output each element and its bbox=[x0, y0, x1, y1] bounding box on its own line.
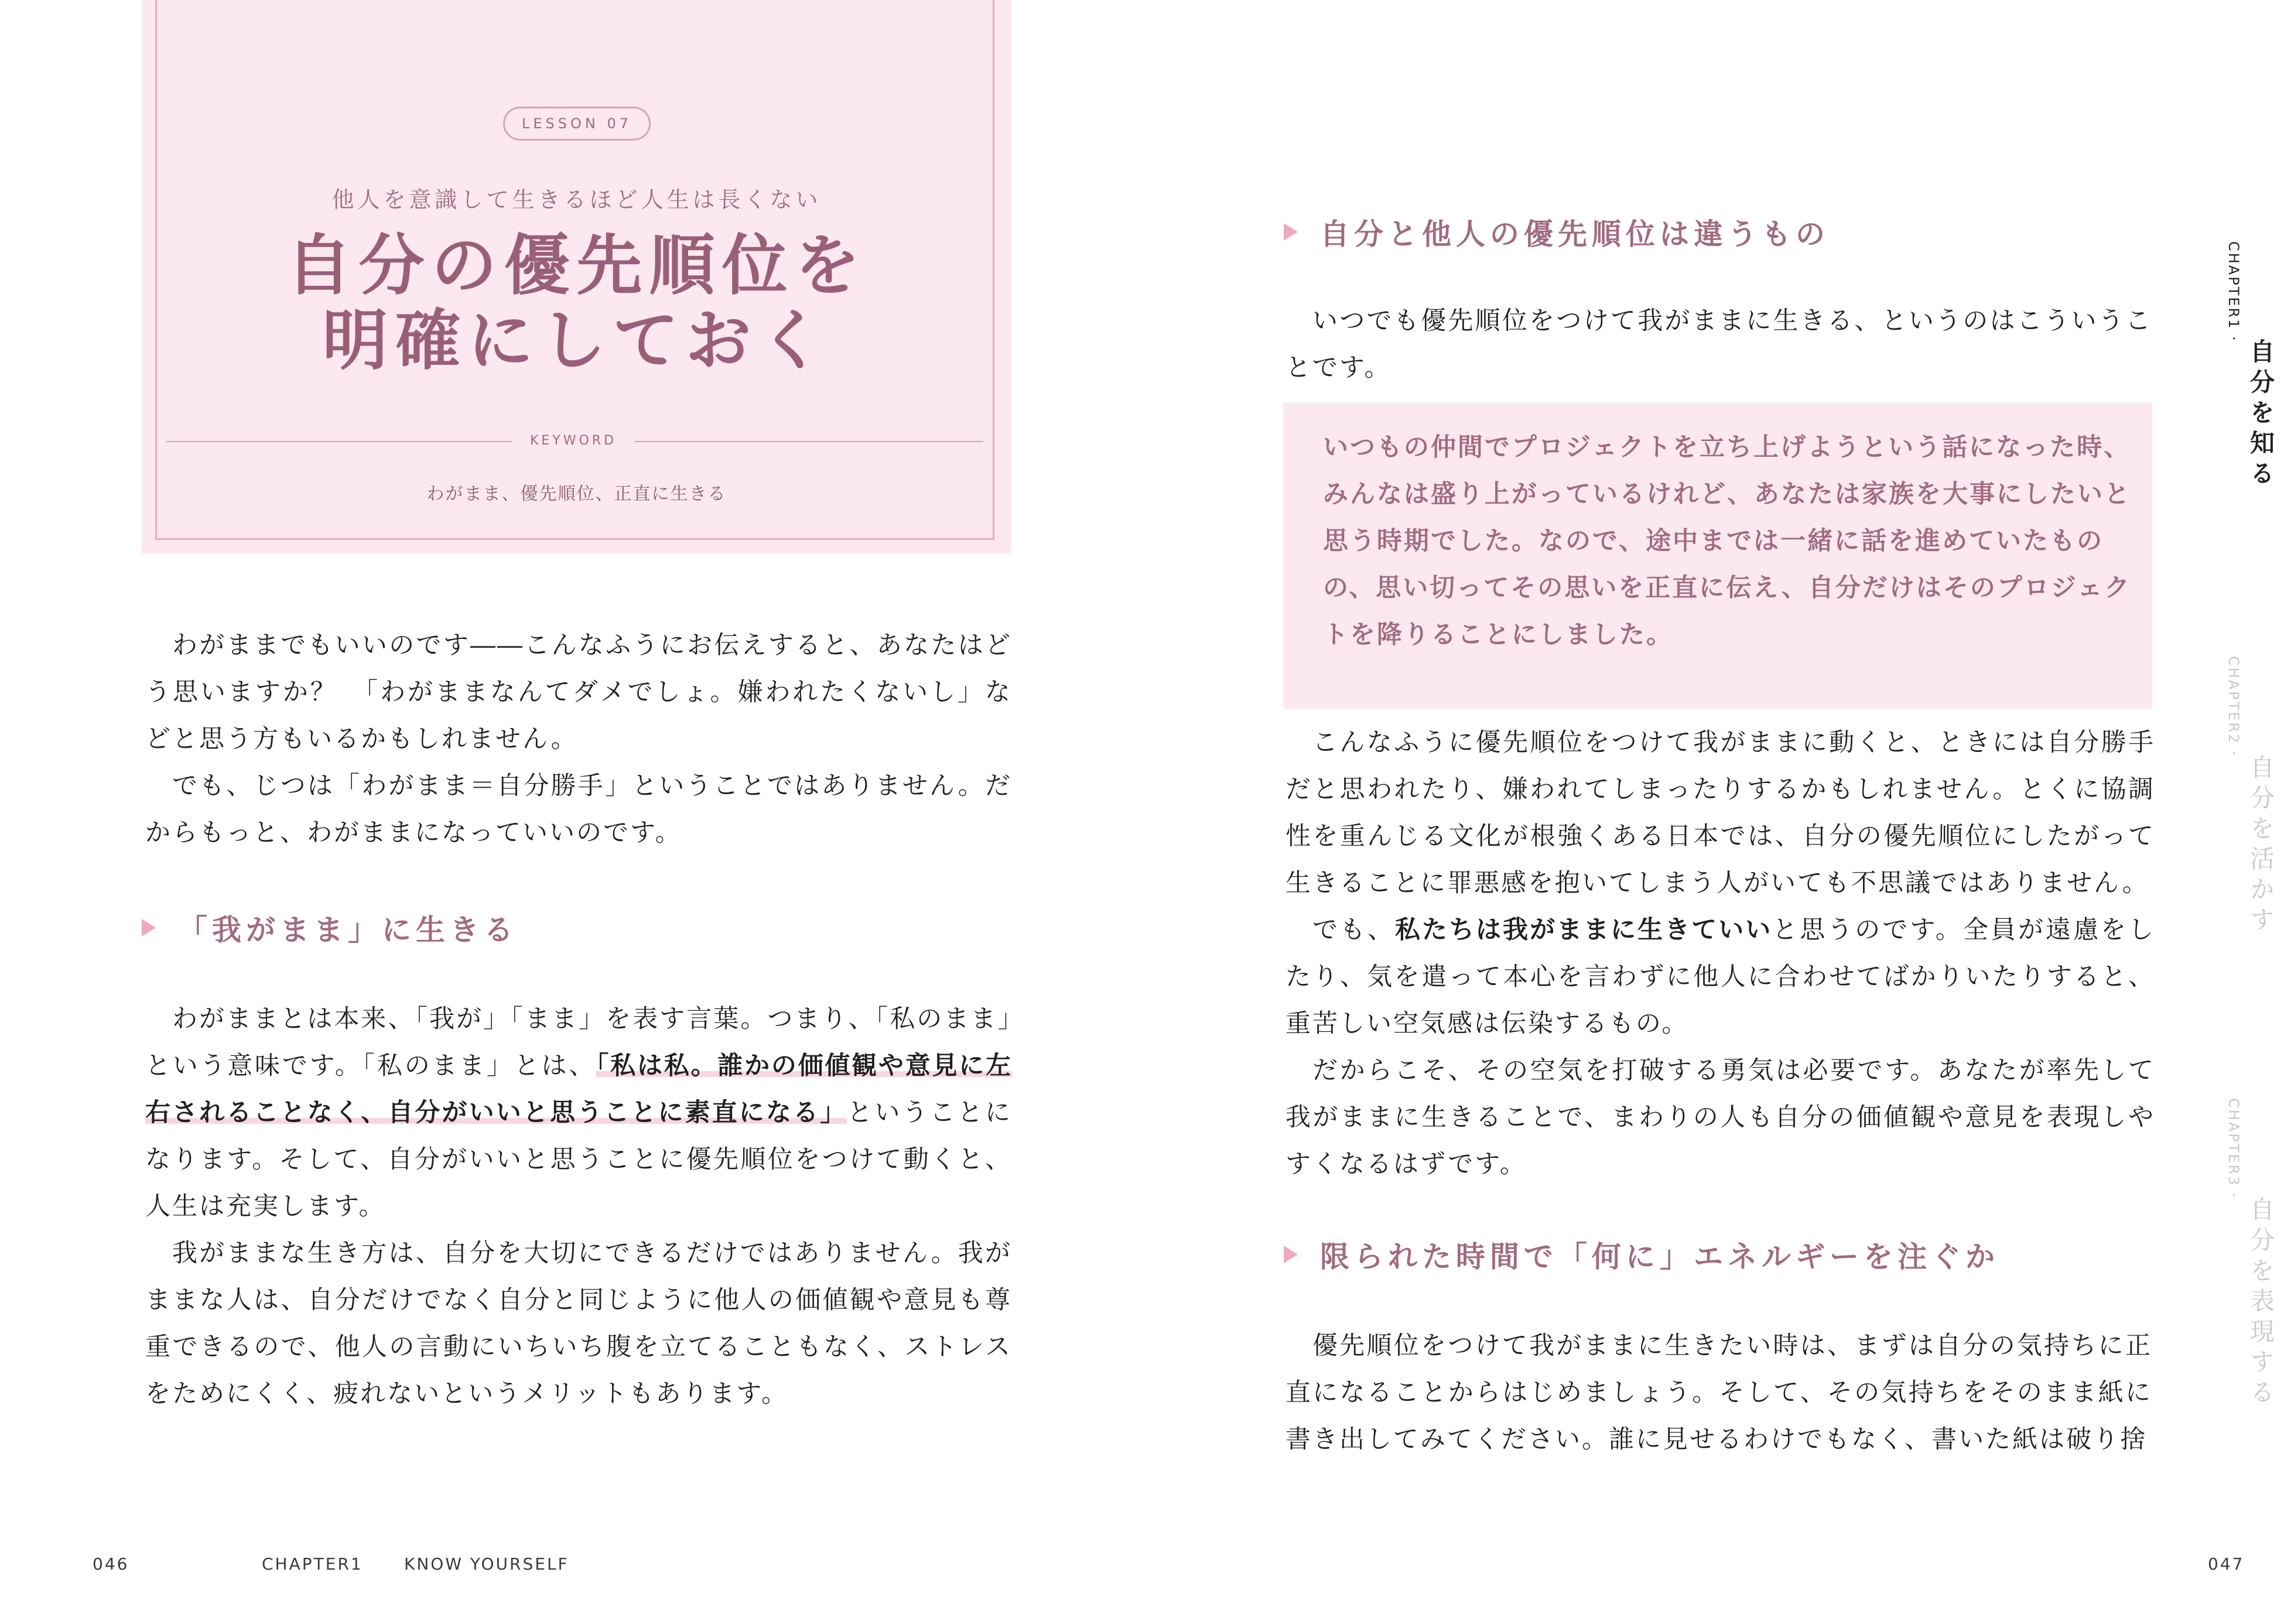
chapter-tab-1-title: 自分を知る bbox=[2247, 339, 2275, 491]
keyword-label: KEYWORD bbox=[529, 433, 617, 448]
section-heading-3 bbox=[1284, 1233, 1999, 1276]
lesson-subtitle: 他人を意識して生きるほど人生は長くない bbox=[331, 187, 822, 213]
lesson-badge: LESSON 07 bbox=[503, 107, 651, 141]
paragraph-7 bbox=[1285, 907, 2155, 1047]
paragraph-2: でも、じつは「わがまま＝自分勝手」ということではありません。だからもっと、わがままになっていいのです。 bbox=[145, 771, 1012, 847]
paragraph-1: わがままでもいいのです――こんなふうにお伝えすると、あなたはどう思いますか？ 「わがままなんてダメでしょ。嫌われたくないし」などと思う方もいるかもしれません。 bbox=[145, 631, 1012, 754]
lesson-title bbox=[142, 228, 1011, 378]
footer-chapter: CHAPTER1 bbox=[262, 1554, 363, 1574]
chapter-tab-3-label: CHAPTER3 · bbox=[2225, 1098, 2242, 1199]
paragraph-7-emphasis: 私たちは我がままに生きていい bbox=[1395, 915, 1773, 945]
keyword-text: わがまま、優先順位、正直に生きる bbox=[426, 484, 727, 504]
page-number-right: 047 bbox=[2208, 1554, 2245, 1574]
left-body-text bbox=[145, 996, 1012, 1417]
right-body-text bbox=[1285, 719, 2155, 1188]
chapter-tab-2-label: CHAPTER2 · bbox=[2225, 656, 2242, 757]
example-quote-box bbox=[1283, 403, 2152, 709]
paragraph-4: 我がままな生き方は、自分を大切にできるだけではありません。我がままな人は、自分だけでなく自分と同じように他人の価値観や意見も尊重できるので、他人の言動にいちいち腹を立てることもなく、ストレスをためにくく、疲れないというメリットもあります。 bbox=[145, 1239, 1012, 1408]
paragraph-6: こんなふうに優先順位をつけて我がままに動くと、ときには自分勝手だと思われたり、嫌われてしまったりするかもしれません。とくに協調性を重んじる文化が根強くある日本では、自分の優先順位にしたがって生きることに罪悪感を抱いてしまう人がいても不思議ではありません。 bbox=[1285, 728, 2155, 898]
triangle-bullet-icon bbox=[142, 919, 156, 936]
keyword-rule-right bbox=[635, 441, 983, 442]
example-quote-text: いつもの仲間でプロジェクトを立ち上げようという話になった時、みんなは盛り上がっているけれど、あなたは家族を大事にしたいと思う時期でした。なので、途中までは一緒に話を進めていたものの、思い切ってその思いを正直に伝え、自分だけはそのプロジェクトを降りることにしました。 bbox=[1323, 433, 2131, 649]
chapter-tab-2[interactable] bbox=[2225, 656, 2278, 937]
lesson-header-box bbox=[142, 0, 1011, 553]
section-heading-2-text: 自分と他人の優先順位は違うもの bbox=[1320, 217, 1830, 251]
lesson-title-line1: 自分の優先順位を bbox=[286, 228, 867, 304]
section-heading-2 bbox=[1284, 211, 1830, 253]
paragraph-3-start: わがままとは本来、「我が」「まま」を表す言葉。つまり、「私のまま」という意味です。「私のまま」とは、 bbox=[145, 1004, 1012, 1081]
section-heading-1 bbox=[142, 907, 518, 949]
paragraph-8: だからこそ、その空気を打破する勇気は必要です。あなたが率先して我がままに生きることで、まわりの人も自分の価値観や意見を表現しやすくなるはずです。 bbox=[1285, 1056, 2155, 1179]
paragraph-9: 優先順位をつけて我がままに生きたい時は、まずは自分の気持ちに正直になることからはじめましょう。そして、その気持ちをそのまま紙に書き出してみてください。誰に見せるわけでもなく、書いた紙は破り捨 bbox=[1285, 1331, 2152, 1454]
paragraph-7-start: でも、 bbox=[1312, 915, 1396, 945]
section-heading-1-text: 「我がまま」に生きる bbox=[178, 913, 518, 947]
section-heading-3-text: 限られた時間で「何に」エネルギーを注ぐか bbox=[1320, 1240, 1999, 1274]
footer-chapter-name: KNOW YOURSELF bbox=[404, 1554, 569, 1574]
chapter-tab-3-title: 自分を表現する bbox=[2247, 1196, 2275, 1410]
paragraph-3 bbox=[145, 996, 1012, 1230]
right-intro-text bbox=[1285, 298, 2152, 391]
triangle-bullet-icon bbox=[1284, 1246, 1298, 1263]
chapter-tab-2-title: 自分を活かす bbox=[2247, 754, 2275, 937]
page-number-left: 046 bbox=[93, 1554, 129, 1574]
keyword-rule-left bbox=[166, 441, 512, 442]
paragraph-3-highlight: 「私は私。誰かの価値観や意見に左右されることなく、自分がいいと思うことに素直になる」 bbox=[145, 1051, 1013, 1127]
triangle-bullet-icon bbox=[1284, 223, 1298, 241]
lesson-title-line2: 明確にしておく bbox=[322, 303, 831, 379]
chapter-tab-1-label: CHAPTER1 · bbox=[2225, 241, 2242, 343]
chapter-tab-1[interactable] bbox=[2225, 240, 2278, 491]
paragraph-5: いつでも優先順位をつけて我がままに生きる、というのはこういうことです。 bbox=[1285, 306, 2152, 382]
chapter-tab-3[interactable] bbox=[2225, 1098, 2278, 1410]
left-intro-text bbox=[145, 622, 1012, 856]
paragraph-3-end: ということになります。そして、自分がいいと思うことに優先順位をつけて動くと、人生は充実します。 bbox=[145, 1098, 1013, 1221]
paragraph-7-end: と思うのです。全員が遠慮をしたり、気を遣って本心を言わずに他人に合わせてばかりいたりすると、重苦しい空気感は伝染するもの。 bbox=[1285, 915, 2156, 1038]
right-closing-text bbox=[1285, 1322, 2152, 1463]
